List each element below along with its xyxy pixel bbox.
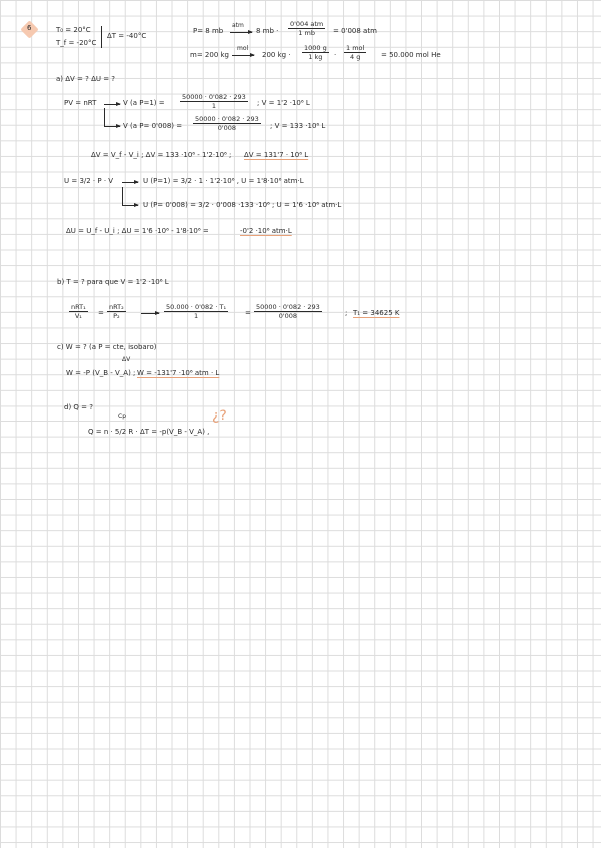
- conversion-arrow: [230, 32, 252, 33]
- state1-fraction: [69, 303, 88, 320]
- mass-result: = 50.000 mol He: [381, 51, 441, 59]
- pressure-result: = 0'008 atm: [333, 27, 377, 35]
- question-mark-annotation: ¿?: [212, 408, 227, 424]
- fraction-numerator: nRT₁: [71, 303, 86, 311]
- mass-conversion: 200 kg ·: [262, 51, 291, 59]
- delta-internal-energy-result: -0'2 ·10⁶ atm·L: [240, 227, 292, 235]
- fraction-numerator: 50000 · 0'082 · 293: [182, 93, 246, 101]
- fraction-denominator: P₂: [113, 312, 120, 320]
- fraction-numerator: 50000 · 0'082 · 293: [195, 115, 259, 123]
- fraction-numerator: 50.000 · 0'082 · T₁: [166, 303, 227, 311]
- derivation-arrow: [104, 104, 120, 105]
- fraction-numerator: 50000 · 0'082 · 293: [256, 303, 320, 311]
- derivation-arrow: [141, 313, 159, 314]
- pressure-fraction: [288, 20, 325, 37]
- multiplication-dot: ·: [334, 51, 337, 59]
- arrow-label-atm: atm: [232, 22, 244, 29]
- volume-at-p1-fraction: [180, 93, 248, 110]
- mass-fraction-mol: [344, 44, 366, 61]
- part-b-heading: b) T = ? para que V = 1'2 ·10⁶ L: [57, 278, 169, 286]
- fraction-denominator: 4 g: [350, 53, 361, 61]
- delta-volume-result: ΔV = 131'7 · 10⁶ L: [244, 151, 309, 159]
- mass-label: m= 200 kg: [190, 51, 229, 59]
- temperature-fraction-right: [254, 303, 322, 320]
- semicolon: ;: [345, 309, 348, 317]
- volume-at-p008-result: ; V = 133 ·10⁶ L: [270, 122, 326, 130]
- delta-temperature: ΔT = -40°C: [107, 32, 147, 40]
- ideal-gas-law: PV = nRT: [64, 99, 97, 107]
- fraction-denominator: 1: [211, 102, 216, 110]
- branch-arrow-head: [112, 126, 120, 127]
- part-c-heading: c) W = ? (a P = cte, isobaro): [57, 343, 157, 351]
- heat-formula: Q = n · 5/2 R · ΔT = -p(V_B - V_A) ,: [88, 428, 210, 436]
- volume-at-p1-label: V (a P=1) =: [123, 99, 165, 107]
- temperature-fraction-left: [164, 303, 228, 320]
- work-result: W = -131'7 ·10⁶ atm · L: [137, 369, 220, 377]
- internal-energy-at-p008: U (P= 0'008) = 3/2 · 0'008 ·133 ·10⁶ ; U = 1'6 ·10⁶ atm·L: [143, 201, 342, 209]
- problem-number: 6: [27, 24, 32, 32]
- part-a-heading: a) ΔV = ? ΔU = ?: [56, 75, 116, 83]
- volume-at-p008-fraction: [193, 115, 261, 132]
- fraction-numerator: nRT₂: [109, 303, 124, 311]
- part-d-heading: d) Q = ?: [64, 403, 93, 411]
- equals-sign: =: [98, 309, 104, 317]
- volume-at-p008-label: V (a P= 0'008) =: [123, 122, 183, 130]
- pressure-label: P= 8 mb: [193, 27, 224, 35]
- pressure-conversion: 8 mb ·: [256, 27, 279, 35]
- branch-arrow-head: [130, 205, 138, 206]
- conversion-arrow: [232, 55, 254, 56]
- fraction-denominator: 1 kg: [308, 53, 323, 61]
- fraction-denominator: V₁: [74, 312, 82, 320]
- fraction-numerator: 0'004 atm: [290, 20, 324, 28]
- internal-energy-at-p1: U (P=1) = 3/2 · 1 · 1'2·10⁶ , U = 1'8·10⁶ atm·L: [143, 177, 304, 185]
- fraction-denominator: 0'008: [278, 312, 298, 320]
- state2-fraction: [107, 303, 126, 320]
- fraction-denominator: 0'008: [217, 124, 237, 132]
- bracket: [101, 26, 102, 48]
- derivation-arrow: [122, 182, 138, 183]
- delta-volume-equation: ΔV = V_f - V_i ; ΔV = 133 ·10⁶ - 1'2·10⁶ ;: [91, 151, 232, 159]
- initial-temperature: T₀ = 20°C: [56, 26, 91, 34]
- fraction-numerator: 1 mol: [346, 44, 365, 52]
- work-formula: W = -P (V_B - V_A) ;: [66, 369, 136, 377]
- arrow-label-mol: mol: [237, 45, 249, 52]
- delta-v-annotation: ΔV: [122, 356, 131, 363]
- delta-internal-energy-equation: ΔU = U_f - U_i ; ΔU = 1'6 ·10⁶ - 1'8·10⁶ =: [66, 227, 209, 235]
- fraction-numerator: 1000 g: [304, 44, 327, 52]
- fraction-denominator: 1 mb: [298, 29, 315, 37]
- equals-sign: =: [245, 309, 251, 317]
- final-temperature: T_f = -20°C: [56, 39, 97, 47]
- volume-at-p1-result: ; V = 1'2 ·10⁶ L: [257, 99, 310, 107]
- fraction-denominator: 1: [193, 312, 199, 320]
- cp-annotation: Cp: [118, 413, 126, 420]
- mass-fraction-grams: [302, 44, 329, 61]
- internal-energy-formula: U = 3/2 · P · V: [64, 177, 114, 185]
- temperature-result: T₁ = 34625 K: [353, 309, 400, 317]
